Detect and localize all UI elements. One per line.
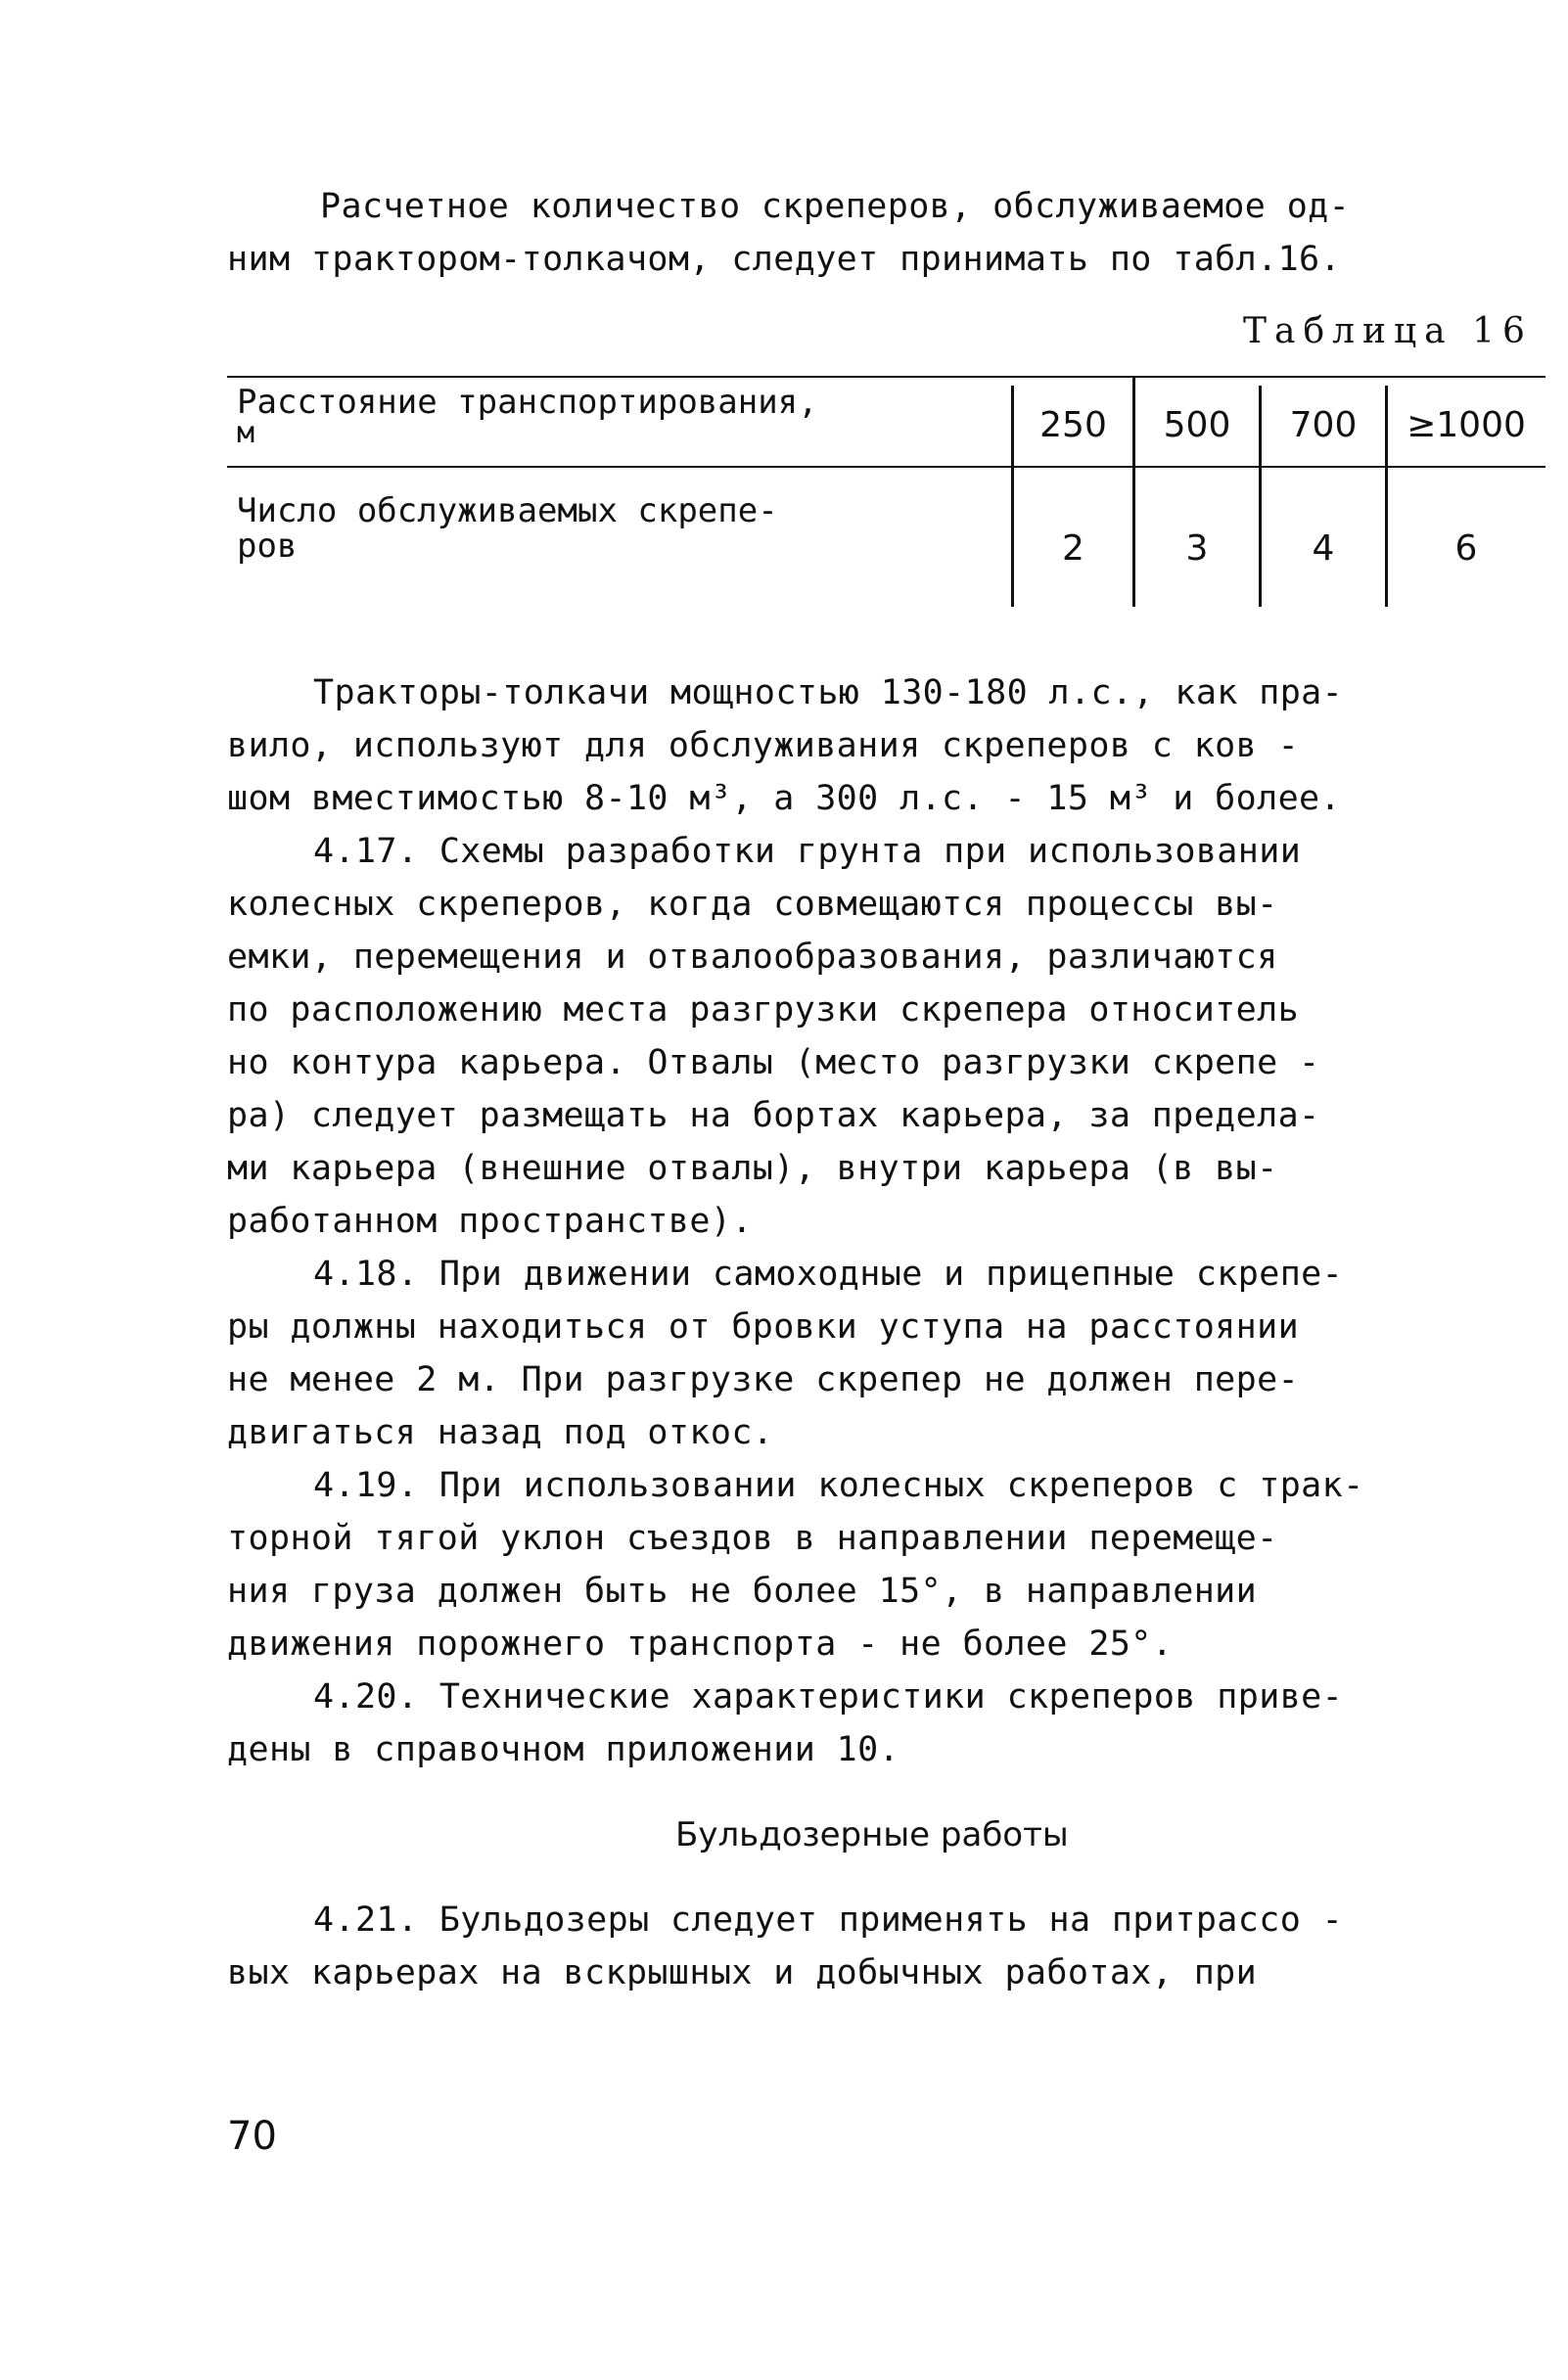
body-line-16: 4.19. При использовании колесных скреперов с трак- bbox=[313, 1466, 1364, 1505]
table-top-rule bbox=[227, 376, 1545, 378]
body-line-20: 4.20. Технические характеристики скреперов приве- bbox=[313, 1677, 1344, 1716]
section-body-line-1: 4.21. Бульдозеры следует применять на притрассо - bbox=[313, 1900, 1344, 1940]
body-line-17: торной тягой уклон съездов в направлении перемеще- bbox=[227, 1519, 1278, 1558]
row2-value-500: 3 bbox=[1185, 528, 1209, 569]
intro-line-1: Расчетное количество скреперов, обслуживаемое од- bbox=[320, 187, 1351, 226]
body-line-13: ры должны находиться от бровки уступа на расстоянии bbox=[227, 1307, 1300, 1347]
row1-value-700: 700 bbox=[1289, 405, 1358, 445]
body-line-18: ния груза должен быть не более 15°, в направлении bbox=[227, 1572, 1258, 1611]
body-line-2: вило, используют для обслуживания скреперов с ков - bbox=[227, 726, 1300, 765]
row2-value-1000: 6 bbox=[1454, 528, 1478, 569]
table-caption: Таблица 16 bbox=[1243, 311, 1533, 351]
body-line-14: не менее 2 м. При разгрузке скрепер не должен пере- bbox=[227, 1360, 1300, 1399]
body-line-8: но контура карьера. Отвалы (место разгрузки скрепе - bbox=[227, 1043, 1320, 1082]
body-line-10: ми карьера (внешние отвалы), внутри карьера (в вы- bbox=[227, 1149, 1278, 1188]
page-number: 70 bbox=[227, 2114, 277, 2159]
row1-label-line-2: м bbox=[237, 416, 255, 450]
body-line-12: 4.18. При движении самоходные и прицепные скрепе- bbox=[313, 1255, 1344, 1294]
row1-label-line-1: Расстояние транспортирования, bbox=[237, 383, 818, 422]
body-line-9: ра) следует размещать на бортах карьера, за предела- bbox=[227, 1096, 1320, 1135]
body-line-21: дены в справочном приложении 10. bbox=[227, 1730, 900, 1769]
row1-value-500: 500 bbox=[1163, 405, 1231, 445]
data-table bbox=[227, 376, 1545, 607]
body-line-6: емки, перемещения и отвалообразования, различаются bbox=[227, 938, 1278, 977]
row2-label-line-1: Число обслуживаемых скрепе- bbox=[237, 491, 778, 530]
row2-value-250: 2 bbox=[1062, 528, 1084, 569]
body-line-1: Тракторы-толкачи мощностью 130-180 л.с., как пра- bbox=[313, 673, 1344, 712]
row2-value-700: 4 bbox=[1312, 528, 1335, 569]
body-line-15: двигаться назад под откос. bbox=[227, 1413, 774, 1452]
body-line-19: движения порожнего транспорта - не более 25°. bbox=[227, 1625, 1174, 1664]
row1-value-1000: ≥1000 bbox=[1407, 405, 1526, 445]
body-line-7: по расположению места разгрузки скрепера относитель bbox=[227, 990, 1300, 1030]
body-line-11: работанном пространстве). bbox=[227, 1202, 753, 1241]
body-line-3: шом вместимостью 8-10 м³, а 300 л.с. - 15 м³ и более. bbox=[227, 779, 1342, 818]
table-mid-rule bbox=[227, 466, 1545, 468]
intro-line-2: ним трактором-толкачом, следует принимать по табл.16. bbox=[227, 240, 1342, 279]
body-line-4: 4.17. Схемы разработки грунта при использовании bbox=[313, 832, 1302, 871]
section-heading: Бульдозерные работы bbox=[675, 1815, 1069, 1854]
row2-label-line-2: ров bbox=[237, 526, 298, 566]
section-body-line-2: вых карьерах на вскрышных и добычных работах, при bbox=[227, 1953, 1258, 1992]
row1-value-250: 250 bbox=[1039, 405, 1107, 445]
body-line-5: колесных скреперов, когда совмещаются процессы вы- bbox=[227, 885, 1278, 924]
